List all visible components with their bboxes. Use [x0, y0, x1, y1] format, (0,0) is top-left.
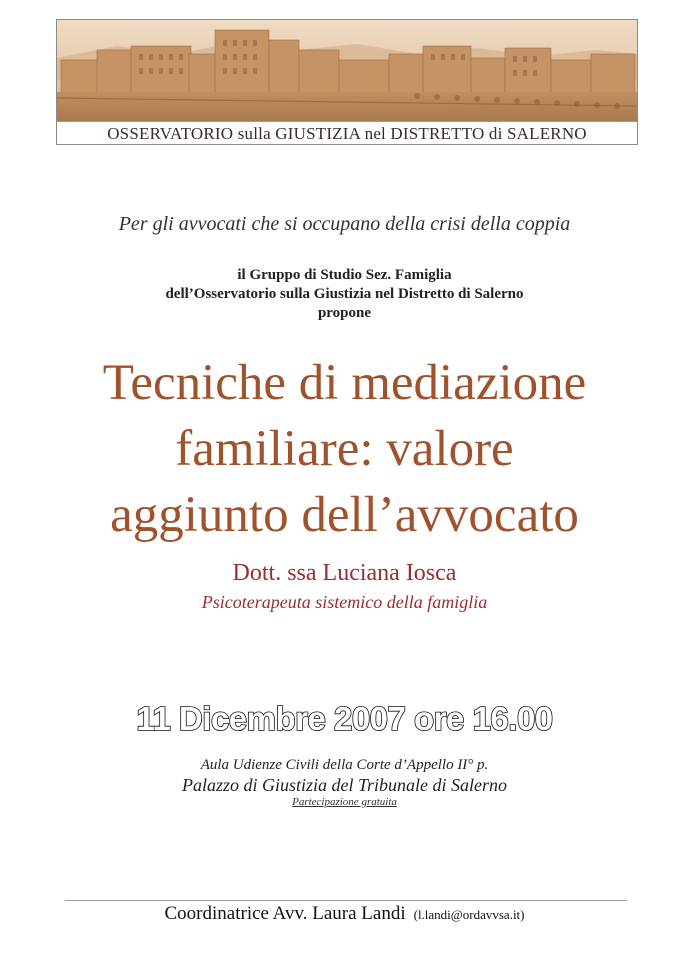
speaker-name: Dott. ssa Luciana Iosca — [232, 560, 457, 586]
organizer-line-2: dell’Osservatorio sulla Giustizia nel Distretto di Salerno — [165, 286, 524, 302]
footer — [0, 903, 689, 925]
speaker-role: Psicoterapeuta sistemico della famiglia — [201, 592, 488, 612]
observatory-caption: OSSERVATORIO sulla GIUSTIZIA nel DISTRETTO di SALERNO — [57, 121, 637, 145]
intro-line: Per gli avvocati che si occupano della crisi della coppia — [118, 213, 571, 235]
event-room: Aula Udienze Civili della Corte d’Appello II° p. — [200, 757, 489, 773]
header-banner — [56, 19, 638, 145]
title-line-2: familiare: valore — [175, 421, 514, 477]
event-title — [0, 350, 689, 548]
event-venue: Palazzo di Giustizia del Tribunale di Salerno — [181, 775, 508, 795]
admission-note: Partecipazione gratuita — [292, 796, 397, 808]
city-panorama-image — [57, 20, 637, 121]
coordinator-email: (l.landi@ordavvsa.it) — [413, 907, 525, 922]
organizer-line-1: il Gruppo di Studio Sez. Famiglia — [237, 267, 452, 283]
event-date: 11 Dicembre 2007 ore 16.00 — [136, 700, 553, 737]
title-line-3: aggiunto dell’avvocato — [110, 487, 579, 543]
organizer-block — [0, 266, 689, 323]
coordinator-name: Coordinatrice Avv. Laura Landi — [164, 903, 406, 924]
title-line-1: Tecniche di mediazione — [102, 355, 587, 411]
footer-divider — [65, 900, 627, 901]
panorama-illustration — [57, 20, 637, 121]
organizer-line-3: propone — [317, 305, 372, 321]
